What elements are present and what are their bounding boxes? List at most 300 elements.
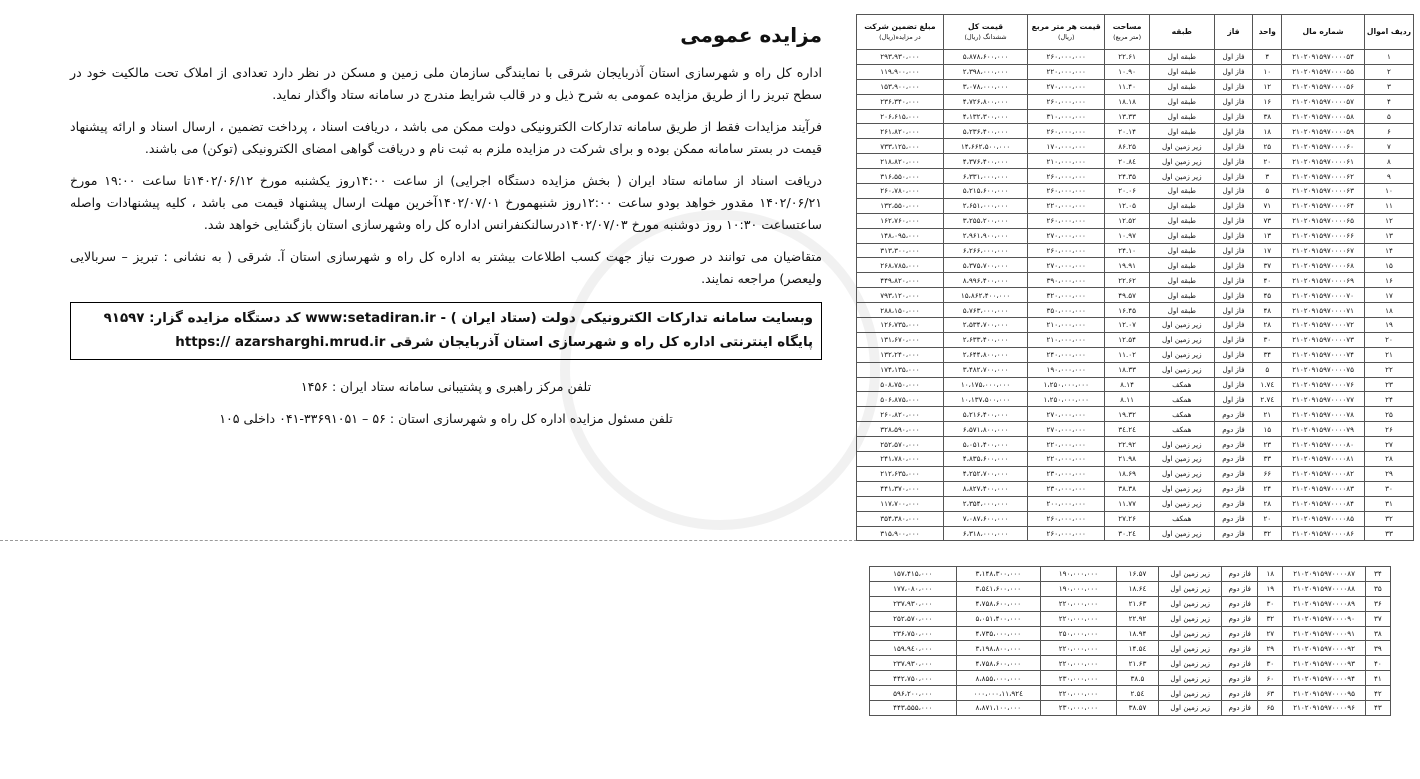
cell-unit: ۷۱: [1253, 198, 1282, 213]
cell-phase: فاز اول: [1214, 362, 1253, 377]
cell-unit: ۱۲: [1253, 79, 1282, 94]
cell-area: ۱۸.۶٤: [1116, 581, 1158, 596]
cell-unit: ۱۹: [1258, 581, 1283, 596]
cell-total-price: ۱۱،۹۲٤،۰۰۰،۰۰۰: [956, 686, 1040, 701]
cell-property-number: ۲۱۰۲۰۹۱۵۹۷۰۰۰۰۷۵: [1282, 362, 1365, 377]
cell-deposit: ۲۵۲،۵۷۰،۰۰۰: [857, 437, 944, 452]
cell-deposit: ۲۳۷،۹۳۰،۰۰۰: [870, 596, 957, 611]
cell-price-per-m2: ۲۶۰،۰۰۰،۰۰۰: [1028, 511, 1105, 526]
cell-price-per-m2: ۳۹۰،۰۰۰،۰۰۰: [1028, 273, 1105, 288]
cell-row-number: ۲۰: [1364, 332, 1413, 347]
cell-price-per-m2: ۱۹۰،۰۰۰،۰۰۰: [1040, 581, 1116, 596]
cell-row-number: ۲۱: [1364, 347, 1413, 362]
cell-area: ۲۱.۶۳: [1116, 596, 1158, 611]
cell-floor: طبقه اول: [1149, 64, 1214, 79]
cell-unit: ۵: [1253, 362, 1282, 377]
cell-unit: ۲۰: [1253, 154, 1282, 169]
cell-row-number: ۶: [1364, 124, 1413, 139]
cell-total-price: ۶،۳۱۸،۰۰۰،۰۰۰: [943, 526, 1027, 541]
cell-row-number: ۳۲: [1364, 511, 1413, 526]
cell-deposit: ۱۱۷،۷۰۰،۰۰۰: [857, 496, 944, 511]
header-total-price: قیمت کل ششدانگ (ریال): [943, 15, 1027, 50]
cell-phase: فاز دوم: [1214, 407, 1253, 422]
cell-area: ۱۸.۶۹: [1105, 466, 1150, 481]
cell-property-number: ۲۱۰۲۰۹۱۵۹۷۰۰۰۰۸۷: [1283, 567, 1365, 582]
cell-price-per-m2: ۲۳۰،۰۰۰،۰۰۰: [1040, 671, 1116, 686]
cell-price-per-m2: ۲۲۰،۰۰۰،۰۰۰: [1040, 641, 1116, 656]
cell-row-number: ۱۶: [1364, 273, 1413, 288]
cell-deposit: ۱۲۶،۷۳۵،۰۰۰: [857, 318, 944, 333]
cell-price-per-m2: ۲۱۰،۰۰۰،۰۰۰: [1028, 154, 1105, 169]
table-row: [870, 656, 1391, 671]
phone-support: تلفن مرکز راهبری و پشتیبانی سامانه ستاد ایران : ۱۴۵۶: [300, 379, 592, 394]
cell-floor: زیر زمین اول: [1159, 611, 1222, 626]
table-row: [870, 567, 1391, 582]
header-price-per-m2: قیمت هر متر مربع (ریال): [1028, 15, 1105, 50]
cell-deposit: ۲۹۳،۹۳۰،۰۰۰: [857, 50, 944, 65]
cell-floor: زیر زمین اول: [1159, 656, 1222, 671]
cell-floor: طبقه اول: [1149, 213, 1214, 228]
table-row: [857, 154, 1414, 169]
cell-area: ۲۴.۱۰: [1105, 243, 1150, 258]
cell-floor: زیر زمین اول: [1159, 567, 1222, 582]
cell-area: ۲۲.۹۲: [1105, 437, 1150, 452]
cell-deposit: ۱۳۲،۲۴۰،۰۰۰: [857, 347, 944, 362]
cell-row-number: ۳۵: [1365, 581, 1390, 596]
cell-unit: ۴۵: [1253, 288, 1282, 303]
cell-phase: فاز اول: [1214, 79, 1253, 94]
cell-total-price: ۵،۸۷۸،۶۰۰،۰۰۰: [943, 50, 1027, 65]
cell-unit: ۲۹: [1258, 641, 1283, 656]
cell-property-number: ۲۱۰۲۰۹۱۵۹۷۰۰۰۰۹۴: [1283, 671, 1365, 686]
cell-area: ۲۱.۶۳: [1116, 656, 1158, 671]
cell-row-number: ۱۳: [1364, 228, 1413, 243]
cell-deposit: ۱۶۲،۷۶۰،۰۰۰: [857, 213, 944, 228]
cell-row-number: ۳۶: [1365, 596, 1390, 611]
cell-unit: ۶۶: [1253, 466, 1282, 481]
cell-deposit: ۵۰۶،۸۷۵،۰۰۰: [857, 392, 944, 407]
cell-phase: فاز اول: [1214, 303, 1253, 318]
cell-unit: ۴۸: [1253, 303, 1282, 318]
table-row: [857, 184, 1414, 199]
cell-property-number: ۲۱۰۲۰۹۱۵۹۷۰۰۰۰۷۳: [1282, 332, 1365, 347]
cell-price-per-m2: ۲۶۰،۰۰۰،۰۰۰: [1028, 184, 1105, 199]
cell-area: ۱۶.۴۵: [1105, 303, 1150, 318]
cell-total-price: ۴،۲۵۲،۷۰۰،۰۰۰: [943, 466, 1027, 481]
cell-row-number: ۴: [1364, 94, 1413, 109]
cell-area: ۱۱.۰۲: [1105, 347, 1150, 362]
cell-area: ۲۰.۸٤: [1105, 154, 1150, 169]
cell-phase: فاز دوم: [1222, 671, 1258, 686]
cell-phase: فاز دوم: [1222, 686, 1258, 701]
cell-unit: ۷۳: [1253, 213, 1282, 228]
cell-row-number: ۴۱: [1365, 671, 1390, 686]
cell-deposit: ۴۴۳،۵۵۵،۰۰۰: [870, 701, 957, 716]
cell-row-number: ۹: [1364, 169, 1413, 184]
cell-deposit: ۲۶۸،۷۸۵،۰۰۰: [857, 258, 944, 273]
cell-floor: طبقه اول: [1149, 109, 1214, 124]
cell-area: ۱۹.۳۲: [1105, 407, 1150, 422]
cell-price-per-m2: ۲۲۰،۰۰۰،۰۰۰: [1028, 198, 1105, 213]
cell-phase: فاز دوم: [1214, 496, 1253, 511]
cell-floor: همکف: [1149, 422, 1214, 437]
table-row: [857, 139, 1414, 154]
cell-unit: ۱۸: [1253, 124, 1282, 139]
cell-deposit: ۲۶۰،۷۸۰،۰۰۰: [857, 184, 944, 199]
cell-floor: طبقه اول: [1149, 303, 1214, 318]
notice-paragraph-contact: متقاضیان می توانند در صورت نیاز جهت کسب اطلاعات بیشتر به اداره کل راه و شهرسازی استان آ. شرقی ( به نشانی : تبریز – سربالایی ولیعصر) مراجعه نمایند.: [70, 249, 822, 286]
cell-price-per-m2: ۲۷۰،۰۰۰،۰۰۰: [1028, 258, 1105, 273]
cell-total-price: ۷،۰۸۷،۶۰۰،۰۰۰: [943, 511, 1027, 526]
cell-floor: طبقه اول: [1149, 258, 1214, 273]
cell-total-price: ۳،۱۹۸،۸۰۰،۰۰۰: [956, 641, 1040, 656]
cell-floor: زیر زمین اول: [1149, 481, 1214, 496]
cell-total-price: ۵،۷۶۳،۰۰۰،۰۰۰: [943, 303, 1027, 318]
cell-total-price: ۵،۳۷۵،۷۰۰،۰۰۰: [943, 258, 1027, 273]
cell-floor: طبقه اول: [1149, 273, 1214, 288]
cell-unit: ۲۷: [1258, 626, 1283, 641]
cell-area: ۱۶.۵۷: [1116, 567, 1158, 582]
cell-deposit: ۱۱۹،۹۰۰،۰۰۰: [857, 64, 944, 79]
table-row: [857, 303, 1414, 318]
cell-total-price: ۵،۰۵۱،۴۰۰،۰۰۰: [943, 437, 1027, 452]
cell-total-price: ۳،۴۸۲،۷۰۰،۰۰۰: [943, 362, 1027, 377]
cell-price-per-m2: ۳۱۰،۰۰۰،۰۰۰: [1028, 109, 1105, 124]
cell-floor: زیر زمین اول: [1149, 169, 1214, 184]
cell-floor: زیر زمین اول: [1149, 496, 1214, 511]
cell-floor: زیر زمین اول: [1159, 641, 1222, 656]
cell-row-number: ۲۵: [1364, 407, 1413, 422]
cell-price-per-m2: ۱،۲۵۰،۰۰۰،۰۰۰: [1028, 392, 1105, 407]
cell-row-number: ۲۶: [1364, 422, 1413, 437]
cell-area: ۸.۱۱: [1105, 392, 1150, 407]
cell-deposit: ۲۳۶،۷۵۰،۰۰۰: [870, 626, 957, 641]
cell-phase: فاز اول: [1214, 50, 1253, 65]
table-row: [857, 124, 1414, 139]
cell-phase: فاز اول: [1214, 377, 1253, 392]
cell-phase: فاز دوم: [1222, 656, 1258, 671]
table-row: [857, 79, 1414, 94]
cell-floor: زیر زمین اول: [1149, 466, 1214, 481]
cell-deposit: ۱۳۱،۶۷۰،۰۰۰: [857, 332, 944, 347]
cell-property-number: ۲۱۰۲۰۹۱۵۹۷۰۰۰۰۸۲: [1282, 466, 1365, 481]
table-row: [857, 243, 1414, 258]
cell-deposit: ۱۳۲،۵۵۰،۰۰۰: [857, 198, 944, 213]
cell-row-number: ۳۳: [1364, 526, 1413, 541]
cell-deposit: ۴۴۹،۸۲۰،۰۰۰: [857, 273, 944, 288]
cell-property-number: ۲۱۰۲۰۹۱۵۹۷۰۰۰۰۶۴: [1282, 198, 1365, 213]
cell-total-price: ۴،۱۳۲،۳۰۰،۰۰۰: [943, 109, 1027, 124]
cell-price-per-m2: ۲۳۰،۰۰۰،۰۰۰: [1028, 466, 1105, 481]
table-row: [857, 198, 1414, 213]
cell-property-number: ۲۱۰۲۰۹۱۵۹۷۰۰۰۰۶۹: [1282, 273, 1365, 288]
cell-phase: فاز اول: [1214, 332, 1253, 347]
cell-total-price: ۴،۷۵۸،۶۰۰،۰۰۰: [956, 656, 1040, 671]
table-row: [870, 686, 1391, 701]
cell-floor: طبقه اول: [1149, 184, 1214, 199]
cell-area: ۳۸.۵۷: [1116, 701, 1158, 716]
cell-price-per-m2: ۲۲۰،۰۰۰،۰۰۰: [1028, 437, 1105, 452]
cell-phase: فاز دوم: [1214, 511, 1253, 526]
cell-price-per-m2: ۲۷۰،۰۰۰،۰۰۰: [1028, 422, 1105, 437]
cell-area: ۳۸.۳۸: [1105, 481, 1150, 496]
cell-phase: فاز دوم: [1222, 626, 1258, 641]
cell-phase: فاز اول: [1214, 64, 1253, 79]
cell-floor: طبقه اول: [1149, 50, 1214, 65]
table-row: [857, 466, 1414, 481]
cell-total-price: ۵،۲۳۶،۴۰۰،۰۰۰: [943, 124, 1027, 139]
cell-total-price: ۸،۸۷۱،۱۰۰،۰۰۰: [956, 701, 1040, 716]
cell-unit: ۱۶: [1253, 94, 1282, 109]
cell-area: ۲۰.۰۶: [1105, 184, 1150, 199]
cell-row-number: ۳۴: [1365, 567, 1390, 582]
table-row: [870, 581, 1391, 596]
table-header-row: [857, 15, 1414, 50]
cell-property-number: ۲۱۰۲۰۹۱۵۹۷۰۰۰۰۷۱: [1282, 303, 1365, 318]
table-row: [857, 318, 1414, 333]
cell-row-number: ۴۲: [1365, 686, 1390, 701]
cell-total-price: ۴،۷۵۸،۶۰۰،۰۰۰: [956, 596, 1040, 611]
cell-phase: فاز اول: [1214, 392, 1253, 407]
cell-row-number: ۸: [1364, 154, 1413, 169]
notice-paragraph-process: فرآیند مزایدات فقط از طریق سامانه تدارکات الکترونیکی دولت ممکن می باشد ، دریافت اسناد ، پرداخت تضمین ، ارسال اسناد و ارائه پیشنهاد قیمت در بستر سامانه ممکن بوده و برای شرکت در مزایده ملزم به ثبت نام و دریافت گواهی امضای الکترونیکی (توکن) می باشند.: [70, 119, 822, 156]
cell-property-number: ۲۱۰۲۰۹۱۵۹۷۰۰۰۰۷۴: [1282, 347, 1365, 362]
cell-floor: همکف: [1149, 407, 1214, 422]
cell-price-per-m2: ۲۳۰،۰۰۰،۰۰۰: [1040, 701, 1116, 716]
cell-deposit: ۷۹۳،۱۲۰،۰۰۰: [857, 288, 944, 303]
cell-floor: طبقه اول: [1149, 243, 1214, 258]
table-row: [857, 407, 1414, 422]
cell-area: ۱۸.۹۴: [1116, 626, 1158, 641]
notice-title: مزایده عمومی: [680, 23, 822, 47]
cell-deposit: ۳۱۵،۹۰۰،۰۰۰: [857, 526, 944, 541]
cell-unit: ۶۰: [1258, 671, 1283, 686]
cell-deposit: ۲۸۸،۱۵۰،۰۰۰: [857, 303, 944, 318]
cell-property-number: ۲۱۰۲۰۹۱۵۹۷۰۰۰۰۶۶: [1282, 228, 1365, 243]
cell-property-number: ۲۱۰۲۰۹۱۵۹۷۰۰۰۰۵۸: [1282, 109, 1365, 124]
cell-row-number: ۳۱: [1364, 496, 1413, 511]
cell-floor: زیر زمین اول: [1159, 596, 1222, 611]
cell-total-price: ۵،۲۱۶،۴۰۰،۰۰۰: [943, 407, 1027, 422]
cell-phase: فاز اول: [1214, 243, 1253, 258]
table-row: [857, 437, 1414, 452]
cell-floor: زیر زمین اول: [1149, 154, 1214, 169]
cell-phase: فاز اول: [1214, 347, 1253, 362]
cell-area: ۱۱.۴۰: [1105, 79, 1150, 94]
header-floor: طبقه: [1149, 15, 1214, 50]
cell-row-number: ۳۰: [1364, 481, 1413, 496]
cell-deposit: ۷۳۳،۱۲۵،۰۰۰: [857, 139, 944, 154]
property-table-continued: [869, 566, 1391, 716]
cell-total-price: ۱۰،۱۷۵،۰۰۰،۰۰۰: [943, 377, 1027, 392]
cell-phase: فاز اول: [1214, 169, 1253, 184]
header-unit: واحد: [1253, 15, 1282, 50]
cell-row-number: ۵: [1364, 109, 1413, 124]
cell-property-number: ۲۱۰۲۰۹۱۵۹۷۰۰۰۰۶۳: [1282, 184, 1365, 199]
cell-area: ۱۸.۳۳: [1105, 362, 1150, 377]
cell-row-number: ۱۲: [1364, 213, 1413, 228]
cell-unit: ۳۳: [1253, 452, 1282, 467]
cell-deposit: ۱۵۷،۴۱۵،۰۰۰: [870, 567, 957, 582]
cell-phase: فاز اول: [1214, 318, 1253, 333]
cell-floor: زیر زمین اول: [1159, 581, 1222, 596]
cell-phase: فاز دوم: [1214, 422, 1253, 437]
cell-deposit: ۲۳۶،۳۴۰،۰۰۰: [857, 94, 944, 109]
cell-deposit: ۳۱۶،۵۵۰،۰۰۰: [857, 169, 944, 184]
cell-unit: ۶۳: [1258, 686, 1283, 701]
cell-property-number: ۲۱۰۲۰۹۱۵۹۷۰۰۰۰۵۶: [1282, 79, 1365, 94]
cell-area: ۵٤.۲: [1116, 686, 1158, 701]
table-row: [857, 392, 1414, 407]
cell-deposit: ۳۲۸،۵۹۰،۰۰۰: [857, 422, 944, 437]
cell-price-per-m2: ۲۶۰،۰۰۰،۰۰۰: [1028, 243, 1105, 258]
cell-area: ۱۳.۳۳: [1105, 109, 1150, 124]
contacts: [70, 376, 822, 430]
cell-area: ۸.۱۴: [1105, 377, 1150, 392]
cell-unit: ۲۸: [1253, 496, 1282, 511]
table-row: [857, 481, 1414, 496]
cell-row-number: ۲۷: [1364, 437, 1413, 452]
cell-unit: ۱۷: [1253, 243, 1282, 258]
cell-deposit: ۱۷۷،۰۸۰،۰۰۰: [870, 581, 957, 596]
cell-floor: طبقه اول: [1149, 228, 1214, 243]
cell-phase: فاز اول: [1214, 213, 1253, 228]
cell-unit: ۲۴: [1253, 481, 1282, 496]
cell-floor: همکف: [1149, 377, 1214, 392]
cell-price-per-m2: ۱۹۰،۰۰۰،۰۰۰: [1028, 362, 1105, 377]
cell-price-per-m2: ۲۶۰،۰۰۰،۰۰۰: [1028, 213, 1105, 228]
cell-area: ۱۱.۷۷: [1105, 496, 1150, 511]
notice-paragraph-schedule: دریافت اسناد از سامانه ستاد ایران ( بخش مزایده دستگاه اجرایی) از ساعت ۱۴:۰۰روز یکشنبه مورخ ۱۴۰۲/۰۶/۱۲تا ساعت ۱۹:۰۰ مورخ ۱۴۰۲/۰۶/۲۱ مقدور خواهد بودو ساعت ۱۲:۰۰روز شنبهمورخ ۱۴۰۲/۰۷/۰۱آخرین مهلت ارسال پیشنهاد قیمت می باشد ، کلیه پیشنهادات واصله ساعتساعت ۱۰:۳۰ روز دوشنبه مورخ ۱۴۰۲/۰۷/۰۳درسالنکنفرانس اداره کل راه وشهرسازی استان بازگشایی خواهد شد.: [70, 173, 823, 232]
cell-row-number: ۱: [1364, 50, 1413, 65]
cell-total-price: ۸،۸۲۷،۴۰۰،۰۰۰: [943, 481, 1027, 496]
cell-area: ۱۰.۹۰: [1105, 64, 1150, 79]
phone-office: تلفن مسئول مزایده اداره کل راه و شهرسازی استان : ۵۶ – ۳۳۶۹۱۰۵۱-۰۴۱ داخلی ۱۰۵: [219, 411, 673, 426]
cell-unit: ۳۰: [1253, 332, 1282, 347]
cell-row-number: ۱۴: [1364, 243, 1413, 258]
cell-unit: ۱۳: [1253, 228, 1282, 243]
cell-phase: فاز اول: [1214, 184, 1253, 199]
cell-total-price: ۱۴،۶۶۲،۵۰۰،۰۰۰: [943, 139, 1027, 154]
cell-unit: ۶۵: [1258, 701, 1283, 716]
table-row: [857, 50, 1414, 65]
cell-property-number: ۲۱۰۲۰۹۱۵۹۷۰۰۰۰۹۰: [1283, 611, 1365, 626]
cell-floor: طبقه اول: [1149, 79, 1214, 94]
cell-row-number: ۲۲: [1364, 362, 1413, 377]
table-row: [870, 701, 1391, 716]
cell-area: ۳۸.۵: [1116, 671, 1158, 686]
cell-price-per-m2: ۲۲۰،۰۰۰،۰۰۰: [1028, 64, 1105, 79]
cell-floor: طبقه اول: [1149, 288, 1214, 303]
cell-property-number: ۲۱۰۲۰۹۱۵۹۷۰۰۰۰۶۵: [1282, 213, 1365, 228]
cell-floor: زیر زمین اول: [1149, 526, 1214, 541]
cell-row-number: ۲۸: [1364, 452, 1413, 467]
cell-price-per-m2: ۲۵۰،۰۰۰،۰۰۰: [1040, 626, 1116, 641]
cell-row-number: ۳۷: [1365, 611, 1390, 626]
cell-floor: همکف: [1149, 511, 1214, 526]
cell-row-number: ۳: [1364, 79, 1413, 94]
table-row: [870, 596, 1391, 611]
table-row: [857, 526, 1414, 541]
cell-property-number: ۲۱۰۲۰۹۱۵۹۷۰۰۰۰۷۰: [1282, 288, 1365, 303]
cell-unit: ۷٤.۱: [1253, 377, 1282, 392]
cell-total-price: ۴،۳۷۶،۴۰۰،۰۰۰: [943, 154, 1027, 169]
cell-price-per-m2: ۲۴۰،۰۰۰،۰۰۰: [1028, 347, 1105, 362]
cell-property-number: ۲۱۰۲۰۹۱۵۹۷۰۰۰۰۶۷: [1282, 243, 1365, 258]
cell-deposit: ۲۶۱،۸۲۰،۰۰۰: [857, 124, 944, 139]
cell-deposit: ۴۴۲،۷۵۰،۰۰۰: [870, 671, 957, 686]
cell-price-per-m2: ۲۰۰،۰۰۰،۰۰۰: [1028, 496, 1105, 511]
cell-deposit: ۲۶۰،۸۲۰،۰۰۰: [857, 407, 944, 422]
cell-price-per-m2: ۲۶۰،۰۰۰،۰۰۰: [1028, 169, 1105, 184]
cell-unit: ۳۰: [1258, 596, 1283, 611]
cell-phase: فاز اول: [1214, 288, 1253, 303]
cell-total-price: ۲،۹۶۱،۹۰۰،۰۰۰: [943, 228, 1027, 243]
cell-property-number: ۲۱۰۲۰۹۱۵۹۷۰۰۰۰۶۱: [1282, 154, 1365, 169]
cell-area: ۴۹.۵۷: [1105, 288, 1150, 303]
cell-price-per-m2: ۲۷۰،۰۰۰،۰۰۰: [1028, 79, 1105, 94]
cell-area: ۱۴.۵٤: [1116, 641, 1158, 656]
table-row: [870, 611, 1391, 626]
cell-row-number: ۱۷: [1364, 288, 1413, 303]
cell-property-number: ۲۱۰۲۰۹۱۵۹۷۰۰۰۰۸۵: [1282, 511, 1365, 526]
cell-property-number: ۲۱۰۲۰۹۱۵۹۷۰۰۰۰۸۹: [1283, 596, 1365, 611]
cell-total-price: ۳،۲۵۵،۲۰۰،۰۰۰: [943, 213, 1027, 228]
cell-unit: ۳۴: [1253, 347, 1282, 362]
cell-row-number: ۱۰: [1364, 184, 1413, 199]
cell-row-number: ۱۱: [1364, 198, 1413, 213]
cell-property-number: ۲۱۰۲۰۹۱۵۹۷۰۰۰۰۸۱: [1282, 452, 1365, 467]
cell-total-price: ۳،۵٤۱،۶۰۰،۰۰۰: [956, 581, 1040, 596]
cell-area: ۱۲.۰۷: [1105, 318, 1150, 333]
cell-total-price: ۸،۹۹۶،۴۰۰،۰۰۰: [943, 273, 1027, 288]
cell-row-number: ۲: [1364, 64, 1413, 79]
cell-area: ۲۰.۱۴: [1105, 124, 1150, 139]
cell-phase: فاز اول: [1214, 228, 1253, 243]
cell-floor: زیر زمین اول: [1159, 686, 1222, 701]
cell-unit: ۳۲: [1258, 611, 1283, 626]
cell-row-number: ۳۹: [1365, 641, 1390, 656]
cell-row-number: ۱۸: [1364, 303, 1413, 318]
table-row: [857, 511, 1414, 526]
property-table-body: [857, 50, 1414, 541]
cell-floor: طبقه اول: [1149, 198, 1214, 213]
cell-price-per-m2: ۲۱۰،۰۰۰،۰۰۰: [1028, 332, 1105, 347]
cell-floor: زیر زمین اول: [1149, 362, 1214, 377]
cell-price-per-m2: ۲۶۰،۰۰۰،۰۰۰: [1028, 50, 1105, 65]
cell-phase: فاز اول: [1214, 139, 1253, 154]
cell-unit: ۲۰: [1253, 511, 1282, 526]
cell-property-number: ۲۱۰۲۰۹۱۵۹۷۰۰۰۰۵۵: [1282, 64, 1365, 79]
cell-property-number: ۲۱۰۲۰۹۱۵۹۷۰۰۰۰۷۲: [1282, 318, 1365, 333]
cell-price-per-m2: ۲۲۰،۰۰۰،۰۰۰: [1040, 596, 1116, 611]
cell-deposit: ۵۹۶،۲۰۰،۰۰۰: [870, 686, 957, 701]
cell-price-per-m2: ۲۶۰،۰۰۰،۰۰۰: [1028, 526, 1105, 541]
cell-floor: زیر زمین اول: [1149, 139, 1214, 154]
cell-property-number: ۲۱۰۲۰۹۱۵۹۷۰۰۰۰۶۸: [1282, 258, 1365, 273]
cell-price-per-m2: ۲۷۰،۰۰۰،۰۰۰: [1028, 228, 1105, 243]
cell-area: ۱۲.۵۲: [1105, 213, 1150, 228]
cell-total-price: ۳،۱۴۸،۳۰۰،۰۰۰: [956, 567, 1040, 582]
cell-unit: ۵: [1253, 184, 1282, 199]
cell-total-price: ۲،۵۳۴،۷۰۰،۰۰۰: [943, 318, 1027, 333]
cell-deposit: ۲۳۷،۹۳۰،۰۰۰: [870, 656, 957, 671]
cell-property-number: ۲۱۰۲۰۹۱۵۹۷۰۰۰۰۸۳: [1282, 481, 1365, 496]
cell-price-per-m2: ۲۷۰،۰۰۰،۰۰۰: [1028, 407, 1105, 422]
cell-property-number: ۲۱۰۲۰۹۱۵۹۷۰۰۰۰۸۸: [1283, 581, 1365, 596]
cell-unit: ۲۳: [1253, 437, 1282, 452]
cell-total-price: ۵،۲۱۵،۶۰۰،۰۰۰: [943, 184, 1027, 199]
